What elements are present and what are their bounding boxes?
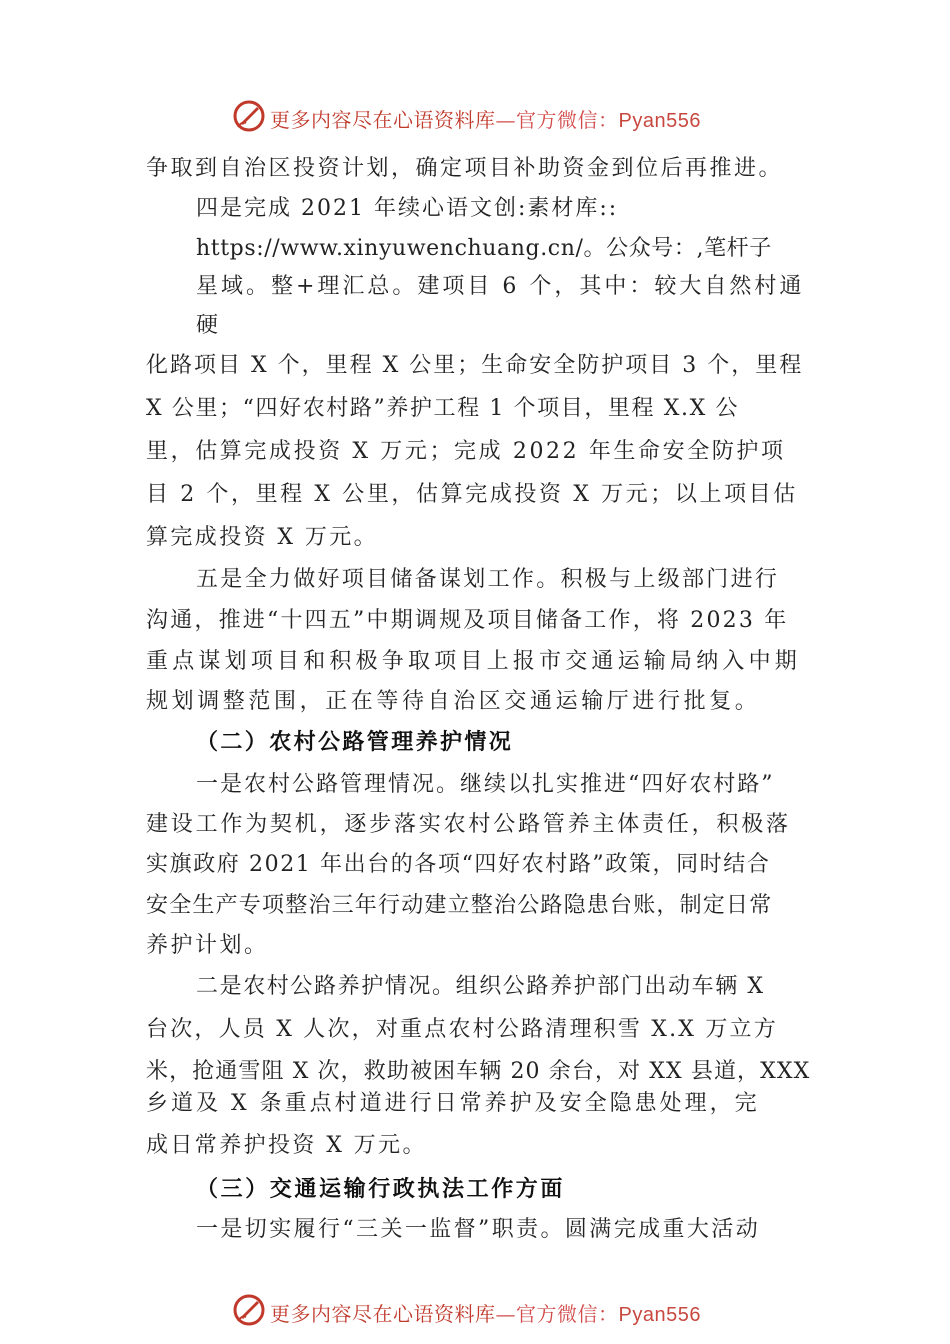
text-line: 成日常养护投资 X 万元。 [146, 1133, 427, 1158]
text-line: 四是完成 2021 年续心语文创:素材库:: [196, 196, 619, 221]
footer-text [270, 1298, 701, 1327]
footer-contact-label: 官方微信： [516, 1302, 619, 1326]
text-line: 星域。整+理汇总。建项目 6 个，其中：较大自然村通 [196, 274, 805, 299]
section-heading-2: （二）农村公路管理养护情况 [196, 729, 514, 755]
text-line: 争取到自治区投资计划，确定项目补助资金到位后再推进。 [146, 156, 784, 181]
text-line: 化路项目 X 个，里程 X 公里；生命安全防护项目 3 个，里程 [146, 353, 804, 378]
text-line: 建设工作为契机，逐步落实农村公路管养主体责任，积极落 [146, 812, 791, 837]
header-contact-id: Pyan556 [618, 110, 701, 132]
text-line: 实旗政府 2021 年出台的各项“四好农村路”政策，同时结合 [146, 852, 771, 877]
text-line: 乡道及 X 条重点村道进行日常养护及安全隐患处理，完 [146, 1091, 760, 1116]
footer-contact-id: Pyan556 [618, 1304, 701, 1326]
text-line: 里，估算完成投资 X 万元；完成 2022 年生命安全防护项 [146, 439, 786, 464]
text-line: 一是农村公路管理情况。继续以扎实推进“四好农村路” [196, 772, 775, 797]
text-line: https://www.xinyuwenchuang.cn/。公众号：,笔杆子 [196, 236, 772, 261]
brand-logo-icon [232, 99, 266, 133]
text-line: 一是切实履行“三关一监督”职责。圆满完成重大活动 [196, 1217, 761, 1242]
text-line: 台次，人员 X 人次，对重点农村公路清理积雪 X.X 万立方 [146, 1017, 778, 1042]
header-contact-label: 官方微信： [516, 108, 619, 132]
text-line: 养护计划。 [146, 933, 269, 958]
section-heading-3: （三）交通运输行政执法工作方面 [196, 1176, 566, 1202]
text-line: 五是全力做好项目储备谋划工作。积极与上级部门进行 [196, 567, 780, 592]
footer-watermark [0, 1290, 950, 1330]
text-line: 沟通，推进“十四五”中期调规及项目储备工作，将 2023 年 [146, 608, 789, 633]
text-line: 硬 [196, 313, 219, 338]
text-line: 目 2 个，里程 X 公里，估算完成投资 X 万元；以上项目估 [146, 482, 798, 507]
text-line: 重点谋划项目和积极争取项目上报市交通运输局纳入中期 [146, 649, 802, 674]
header-watermark [0, 96, 950, 136]
text-line: X 公里；“四好农村路”养护工程 1 个项目，里程 X.X 公 [146, 396, 740, 421]
text-line: 安全生产专项整治三年行动建立整治公路隐患台账，制定日常 [146, 893, 773, 918]
footer-brand: 更多内容尽在心语资料库 [270, 1302, 496, 1326]
header-text [270, 104, 701, 133]
text-line: 算完成投资 X 万元。 [146, 525, 379, 550]
text-line: 米，抢通雪阻 X 次，救助被困车辆 20 余台，对 XX 县道，XXX [146, 1059, 811, 1084]
text-line: 二是农村公路养护情况。组织公路养护部门出动车辆 X [196, 974, 765, 999]
brand-logo-icon [232, 1293, 266, 1327]
text-line: 规划调整范围，正在等待自治区交通运输厅进行批复。 [146, 689, 761, 714]
footer-separator: — [495, 1302, 516, 1326]
header-separator: — [495, 108, 516, 132]
header-brand: 更多内容尽在心语资料库 [270, 108, 496, 132]
